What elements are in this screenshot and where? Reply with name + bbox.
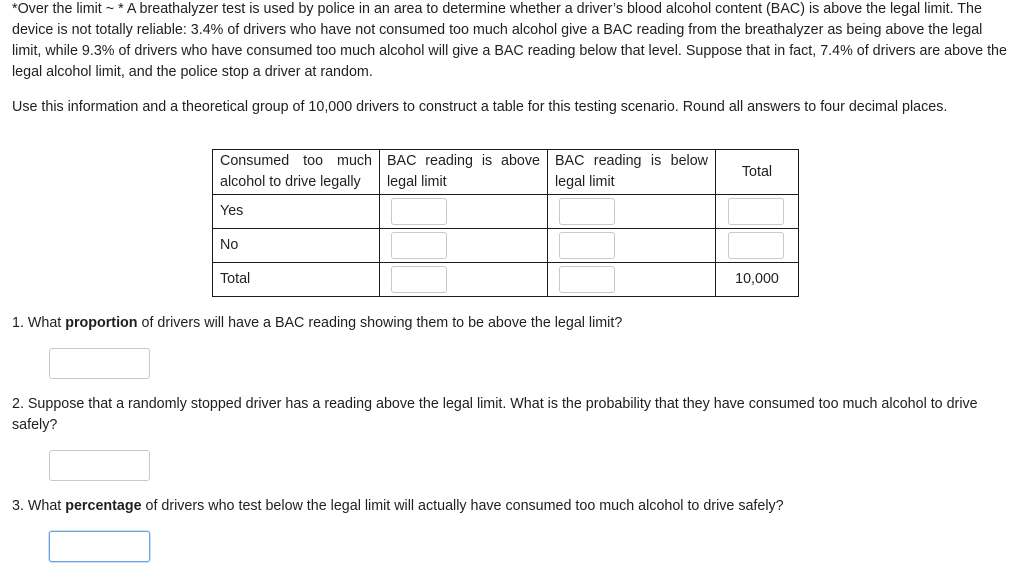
header-above-limit — [380, 150, 548, 195]
question-1-prefix: 1. What — [12, 315, 66, 331]
header-total — [716, 150, 799, 195]
question-3-suffix: of drivers who test below the legal limit will actually have consumed too much alcohol to drive safely? — [141, 498, 784, 514]
question-3-prefix: 3. What — [12, 498, 66, 514]
header-below-limit — [548, 150, 716, 195]
row-label-yes: Yes — [220, 203, 244, 219]
cell-no-total — [716, 229, 799, 263]
answer-1-input[interactable] — [49, 348, 150, 379]
grand-total-value: 10,000 — [735, 271, 779, 287]
yes-below-input[interactable] — [559, 198, 615, 225]
yes-above-input[interactable] — [391, 198, 447, 225]
row-label-total: Total — [220, 271, 251, 287]
no-total-input[interactable] — [728, 232, 784, 259]
cell-total-below — [548, 263, 716, 297]
answer-2-input[interactable] — [49, 450, 150, 481]
header-above-limit-label: BAC reading is above legal limit — [387, 153, 540, 190]
no-below-input[interactable] — [559, 232, 615, 259]
question-3 — [12, 496, 1012, 517]
contingency-table — [212, 149, 799, 297]
cell-no-above — [380, 229, 548, 263]
cell-total-above — [380, 263, 548, 297]
row-label-cell-yes — [213, 195, 380, 229]
instruction-text: Use this information and a theoretical group of 10,000 drivers to construct a table for this testing scenario. Round all answers to four decimal places. — [12, 99, 948, 115]
cell-yes-total — [716, 195, 799, 229]
question-1 — [12, 313, 1012, 334]
no-above-input[interactable] — [391, 232, 447, 259]
header-consumed-label: Consumed too much alcohol to drive legally — [220, 153, 372, 190]
problem-statement: *Over the limit ~ * A breathalyzer test is used by police in an area to determine whether a driver’s blood alcohol content (BAC) is above the legal limit. The device is not totally reliable: 3.4% of drivers who have not consumed too much alcohol give a BAC reading from the breathalyzer as being above the legal limit, while 9.3% of drivers who have consumed too much alcohol will give a BAC reading below that level. Suppose that in fact, 7.4% of drivers are above the legal alcohol limit, and the police stop a driver at random. — [12, 1, 1007, 80]
yes-total-input[interactable] — [728, 198, 784, 225]
row-label-no: No — [220, 237, 239, 253]
question-3-emphasis: percentage — [65, 498, 142, 514]
header-total-label: Total — [741, 163, 773, 180]
header-below-limit-label: BAC reading is below legal limit — [555, 153, 708, 190]
header-consumed — [213, 150, 380, 195]
question-2: 2. Suppose that a randomly stopped driver has a reading above the legal limit. What is the probability that they have consumed too much alcohol to drive safely? — [12, 396, 978, 433]
table-header-row — [213, 150, 799, 195]
total-below-input[interactable] — [559, 266, 615, 293]
table-row-total — [213, 263, 799, 297]
cell-no-below — [548, 229, 716, 263]
question-1-emphasis: proportion — [65, 315, 138, 331]
cell-yes-above — [380, 195, 548, 229]
cell-grand-total — [716, 263, 799, 297]
answer-3-input[interactable] — [49, 531, 150, 562]
table-row-no — [213, 229, 799, 263]
cell-yes-below — [548, 195, 716, 229]
question-1-suffix: of drivers will have a BAC reading showing them to be above the legal limit? — [137, 315, 623, 331]
table-row-yes — [213, 195, 799, 229]
row-label-cell-total — [213, 263, 380, 297]
total-above-input[interactable] — [391, 266, 447, 293]
row-label-cell-no — [213, 229, 380, 263]
